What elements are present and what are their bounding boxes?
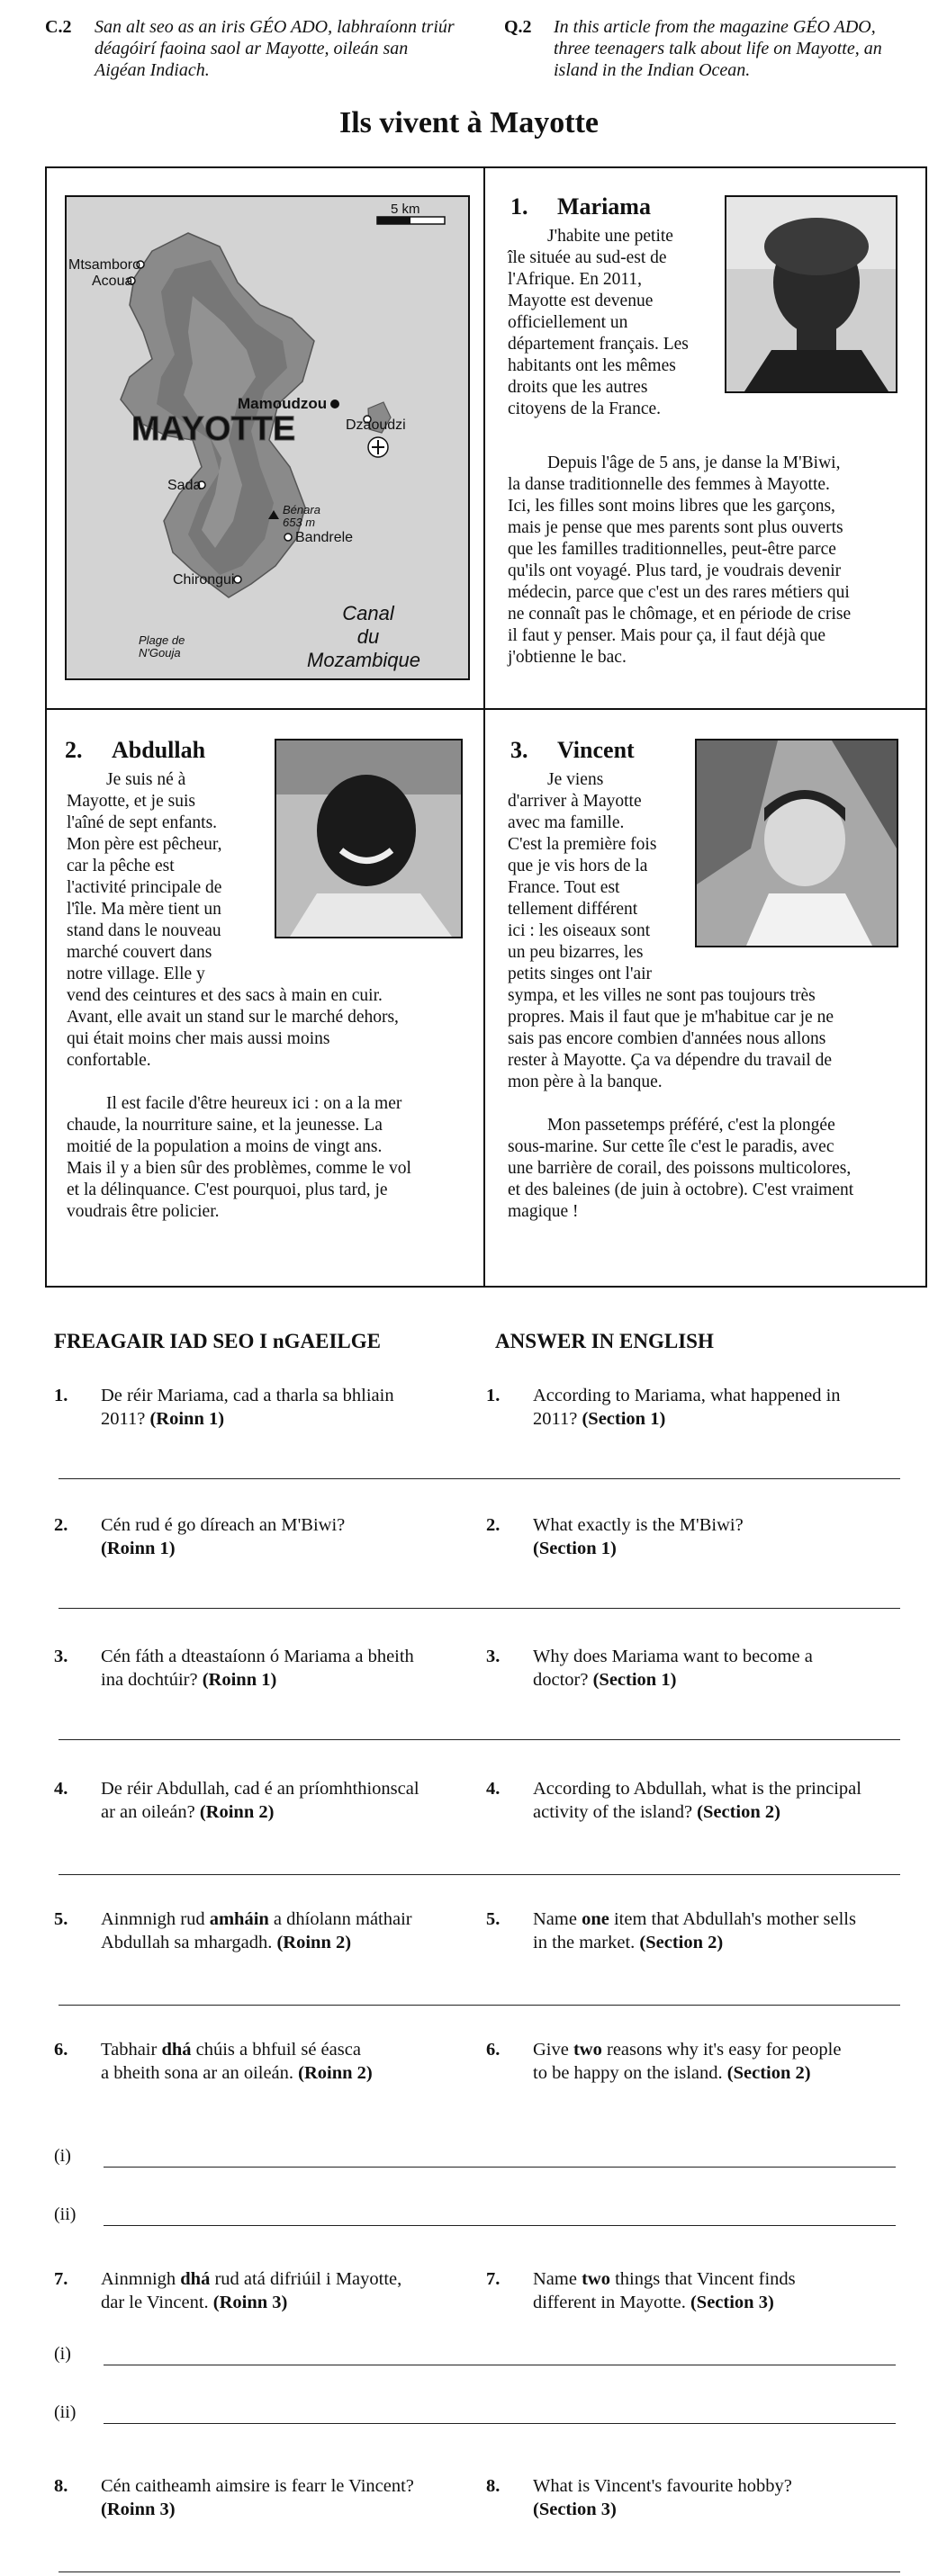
photo-mariama — [725, 195, 897, 393]
question-text: According to Mariama, what happened in 2011? (Section 1) — [533, 1386, 841, 1429]
text-line: moitié de la population a moins de vingt ans. — [67, 1137, 383, 1156]
section-1-name: Mariama — [557, 193, 651, 220]
text-line: officiellement un — [508, 313, 628, 332]
question-emphasis: one — [582, 1909, 609, 1929]
question-number: 6. — [54, 2040, 68, 2060]
question-number: Q.2 — [504, 17, 532, 37]
map-label-plage: Plage de — [139, 633, 185, 647]
section-reference: (Section 1) — [582, 1409, 666, 1429]
section-2-name: Abdullah — [112, 737, 206, 763]
text-line: chaude, la nourriture saine, et la jeunesse. La — [67, 1116, 383, 1135]
text-line: mais je pense que mes parents sont plus ouverts — [508, 518, 843, 537]
text-line: Avant, elle avait un stand sur le marché dehors, — [67, 1008, 399, 1027]
text-line: sais pas encore combien d'années nous allons — [508, 1029, 826, 1048]
question-number: 7. — [486, 2269, 501, 2289]
answer-label: (ii) — [54, 2204, 77, 2224]
answer-label: (i) — [54, 2344, 71, 2364]
text-line: l'aîné de sept enfants. — [67, 813, 218, 832]
answer-line[interactable] — [104, 2225, 896, 2226]
section-3-paragraph — [508, 1115, 913, 1223]
section-3-intro — [508, 769, 690, 985]
question-emphasis: two — [582, 2269, 610, 2289]
text-line: petits singes ont l'air — [508, 965, 653, 983]
question-number: 3. — [54, 1647, 68, 1666]
text-line: C'est la première fois — [508, 835, 657, 854]
answer-line[interactable] — [59, 1608, 900, 1609]
question-text: Cén fáth a dteastaíonn ó Mariama a bheith ina dochtúir? (Roinn 1) — [101, 1647, 414, 1690]
section-reference: (Section 2) — [697, 1802, 780, 1822]
text-line: et la délinquance. C'est pourquoi, plus tard, je — [67, 1180, 388, 1199]
text-line: Il est facile d'être heureux ici : on a la mer — [106, 1094, 402, 1113]
map-label-bandrele: Bandrele — [295, 530, 354, 545]
answer-label: (i) — [54, 2146, 71, 2166]
text-line: ici : les oiseaux sont — [508, 921, 651, 940]
text-line: département français. Les — [508, 335, 689, 354]
article-title: Ils vivent à Mayotte — [338, 106, 599, 139]
question-text: What is Vincent's favourite hobby? (Section 3) — [533, 2476, 792, 2519]
grid-divider — [483, 168, 485, 1286]
question-text: De réir Abdullah, cad é an príomhthionscal ar an oileán? (Roinn 2) — [101, 1779, 419, 1822]
text-line: rester à Mayotte. Ça va dépendre du travail de — [508, 1051, 833, 1070]
section-3-name: Vincent — [557, 737, 635, 763]
map-label-dzaoudzi: Dzaoudzi — [346, 417, 406, 433]
text-line: Je suis né à — [106, 770, 186, 789]
text-line: citoyens de la France. — [508, 399, 662, 418]
text-line: mon père à la banque. — [508, 1073, 663, 1091]
text-line: d'arriver à Mayotte — [508, 792, 642, 811]
text-line: tellement différent — [508, 900, 638, 919]
text-line: qu'ils ont voyagé. Plus tard, je voudrais devenir — [508, 561, 842, 580]
text-line: marché couvert dans — [67, 943, 212, 962]
map-label-sea: Mozambique — [307, 649, 420, 671]
section-reference: (Roinn 2) — [199, 1802, 275, 1822]
map-label-sea: Canal — [342, 602, 394, 624]
question-text: De réir Mariama, cad a tharla sa bhliain 2011? (Roinn 1) — [101, 1386, 394, 1429]
text-line: confortable. — [67, 1051, 151, 1070]
question-text: Cén caitheamh aimsire is fearr le Vincent? (Roinn 3) — [101, 2476, 414, 2519]
map-label-mtsamboro: Mtsamboro — [68, 257, 141, 273]
text-line: Mon père est pêcheur, — [67, 835, 222, 854]
section-reference: (Roinn 3) — [212, 2293, 288, 2312]
text-line: sympa, et les villes ne sont pas toujours très — [508, 986, 816, 1005]
question-emphasis: two — [573, 2040, 602, 2060]
section-1-heading: 1. Mariama — [510, 193, 651, 220]
section-2-heading: 2. Abdullah — [65, 737, 206, 763]
question-number: 1. — [54, 1386, 68, 1405]
map-scale-label: 5 km — [391, 202, 420, 217]
text-line: la danse traditionnelle des femmes à Mayotte. — [508, 475, 830, 494]
text-line: que les familles traditionnelles, peut-être parce — [508, 540, 836, 559]
text-line: Mais il y a bien sûr des problèmes, comme le vol — [67, 1159, 411, 1178]
question-number: 2. — [486, 1515, 501, 1535]
text-line: Ici, les filles sont moins libres que les garçons, — [508, 497, 835, 516]
text-line: l'île. Ma mère tient un — [67, 900, 221, 919]
question-number: 2. — [54, 1515, 68, 1535]
text-line: sous-marine. Sur cette île c'est le paradis, avec — [508, 1137, 834, 1156]
heading-english: ANSWER IN ENGLISH — [495, 1330, 714, 1352]
map-label-benara-alt: 653 m — [283, 516, 316, 529]
question-text: Cén rud é go díreach an M'Biwi? (Roinn 1) — [101, 1515, 346, 1558]
text-line: que je vis hors de la — [508, 857, 648, 875]
text-line: il faut y penser. Mais pour ça, il faut déjà que — [508, 626, 826, 645]
map-label-chirongui: Chirongui — [173, 572, 235, 588]
photo-abdullah — [275, 739, 463, 938]
text-line: qui était moins cher mais aussi moins — [67, 1029, 330, 1048]
text-line: stand dans le nouveau — [67, 921, 221, 940]
text-line: droits que les autres — [508, 378, 648, 397]
section-reference: (Section 3) — [690, 2293, 774, 2312]
question-text: Name two things that Vincent finds different in Mayotte. (Section 3) — [533, 2269, 796, 2312]
question-text: Ainmnigh dhá rud atá difriúil i Mayotte, dar le Vincent. (Roinn 3) — [101, 2269, 402, 2312]
question-number: C.2 — [45, 17, 72, 37]
text-line: car la pêche est — [67, 857, 175, 875]
question-number: 8. — [486, 2476, 501, 2496]
section-2-paragraph — [67, 1093, 467, 1223]
question-emphasis: dhá — [180, 2269, 211, 2289]
answer-line[interactable] — [59, 1874, 900, 1875]
question-text: Name one item that Abdullah's mother sells in the market. (Section 2) — [533, 1909, 856, 1952]
section-2-intro — [67, 769, 269, 985]
instructions-text: In this article from the magazine GÉO ADO, three teenagers talk about life on Mayotte, an island in the Indian Ocean. — [554, 17, 882, 80]
text-line: une barrière de corail, des poissons multicolores, — [508, 1159, 852, 1178]
text-line: avec ma famille. — [508, 813, 625, 832]
question-number: 6. — [486, 2040, 501, 2060]
question-emphasis: dhá — [161, 2040, 192, 2060]
answer-line[interactable] — [59, 1739, 900, 1740]
question-number: 4. — [54, 1779, 68, 1799]
section-reference: (Roinn 1) — [101, 1539, 176, 1558]
text-line: et des baleines (de juin à octobre). C'est vraiment — [508, 1180, 854, 1199]
question-text: What exactly is the M'Biwi? (Section 1) — [533, 1515, 744, 1558]
map-label-acoua: Acoua — [92, 274, 133, 289]
map-label-sada: Sada — [167, 478, 202, 493]
section-reference: (Section 2) — [726, 2063, 811, 2083]
mayotte-map — [65, 195, 470, 680]
text-line: médecin, parce que c'est un des rares métiers qui — [508, 583, 850, 602]
text-line: Depuis l'âge de 5 ans, je danse la M'Biwi, — [547, 453, 841, 472]
text-line: Je viens — [547, 770, 604, 789]
question-number: 5. — [486, 1909, 501, 1929]
section-2-intro-cont — [67, 985, 467, 1072]
answer-line[interactable] — [104, 2423, 896, 2424]
answer-line[interactable] — [59, 1478, 900, 1479]
text-line: France. Tout est — [508, 878, 620, 897]
text-line: J'habite une petite — [547, 227, 673, 246]
text-line: Mayotte, et je suis — [67, 792, 195, 811]
instructions-text: San alt seo as an iris GÉO ADO, labhraíonn triúr déagóirí faoina saol ar Mayotte, oileán san Aigéan Indiach. — [95, 17, 455, 80]
section-reference: (Roinn 1) — [202, 1670, 277, 1690]
photo-vincent — [695, 739, 898, 947]
text-line: voudrais être policier. — [67, 1202, 220, 1221]
article-grid — [45, 166, 927, 1288]
question-number: 8. — [54, 2476, 68, 2496]
text-line: l'activité principale de — [67, 878, 222, 897]
section-1-intro — [508, 226, 719, 420]
map-label-mamoudzou: Mamoudzou — [238, 395, 328, 412]
text-line: Mon passetemps préféré, c'est la plongée — [547, 1116, 835, 1135]
text-line: l'Afrique. En 2011, — [508, 270, 643, 289]
text-line: île située au sud-est de — [508, 248, 667, 267]
section-reference: (Section 3) — [533, 2500, 617, 2519]
text-line: vend des ceintures et des sacs à main en cuir. — [67, 986, 383, 1005]
question-emphasis: amháin — [209, 1909, 269, 1929]
question-number: 4. — [486, 1779, 501, 1799]
text-line: Mayotte est devenue — [508, 292, 654, 310]
question-number: 7. — [54, 2269, 68, 2289]
section-3-intro-cont — [508, 985, 913, 1093]
section-reference: (Section 1) — [592, 1670, 677, 1690]
question-text: According to Abdullah, what is the principal activity of the island? (Section 2) — [533, 1779, 861, 1822]
map-label-benara: Bénara — [283, 503, 320, 516]
text-line: j'obtienne le bac. — [508, 648, 627, 667]
section-3-heading: 3. Vincent — [510, 737, 635, 763]
heading-irish: FREAGAIR IAD SEO I nGAEILGE — [54, 1330, 381, 1352]
text-line: habitants ont les mêmes — [508, 356, 676, 375]
text-line: notre village. Elle y — [67, 965, 205, 983]
question-text: Why does Mariama want to become a doctor? (Section 1) — [533, 1647, 813, 1690]
question-number: 1. — [486, 1386, 501, 1405]
question-text: Tabhair dhá chúis a bhfuil sé éasca a bheith sona ar an oileán. (Roinn 2) — [101, 2040, 373, 2083]
question-text: Give two reasons why it's easy for people to be happy on the island. (Section 2) — [533, 2040, 842, 2083]
section-reference: (Section 1) — [533, 1539, 617, 1558]
answer-line[interactable] — [59, 2005, 900, 2006]
text-line: propres. Mais il faut que je m'habitue car je ne — [508, 1008, 834, 1027]
section-reference: (Roinn 3) — [101, 2500, 176, 2519]
map-label-sea: du — [356, 625, 380, 648]
question-text: Ainmnigh rud amháin a dhíolann máthair Abdullah sa mhargadh. (Roinn 2) — [101, 1909, 412, 1952]
section-reference: (Section 2) — [639, 1933, 724, 1952]
map-label-ngouja: N'Gouja — [139, 646, 181, 660]
section-1-paragraph — [508, 453, 913, 669]
section-reference: (Roinn 1) — [149, 1409, 225, 1429]
question-number: 5. — [54, 1909, 68, 1929]
question-number: 3. — [486, 1647, 501, 1666]
answer-line[interactable] — [104, 2167, 896, 2168]
text-line: un peu bizarres, les — [508, 943, 644, 962]
section-reference: (Roinn 2) — [298, 2063, 373, 2083]
text-line: magique ! — [508, 1202, 579, 1221]
map-label-island: MAYOTTE — [131, 410, 296, 448]
text-line: ne connaît pas le chômage, et en période de crise — [508, 605, 852, 624]
section-reference: (Roinn 2) — [276, 1933, 352, 1952]
grid-divider — [47, 708, 925, 710]
answer-label: (ii) — [54, 2402, 77, 2422]
